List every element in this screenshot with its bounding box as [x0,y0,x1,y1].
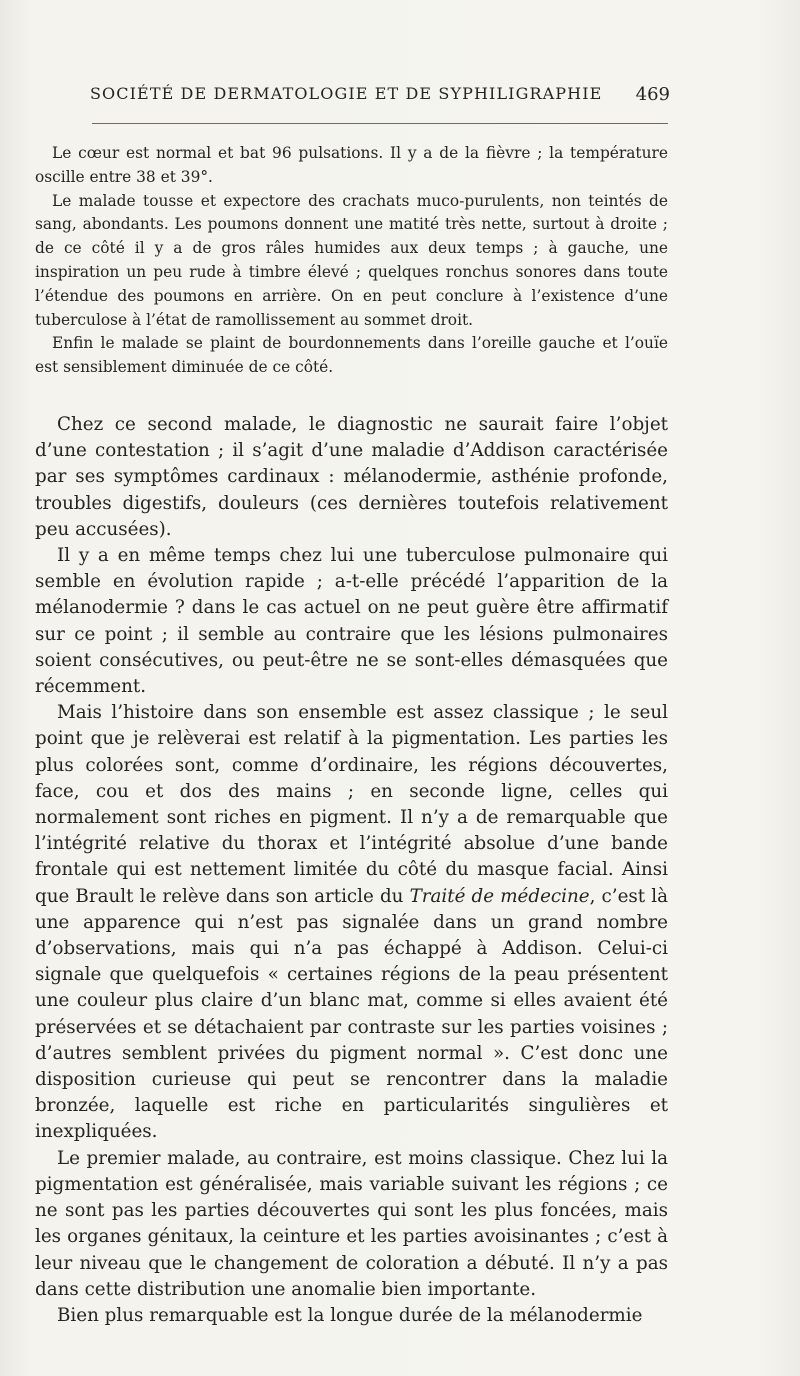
discussion-paragraph-5: Bien plus remarquable est la longue durée de la mélanodermie [57,1304,643,1326]
page-number: 469 [635,84,670,105]
observation-paragraph-3: Enfin le malade se plaint de bourdonnements dans l’oreille gauche et l’ouïe est sensiblement diminuée de ce côté. [35,334,668,377]
discussion-paragraph-3-end: , c’est là une apparence qui n’est pas signalée dans un grand nombre d’observations, mais qui n’a pas échappé à Addison. Celui-ci signale que quelquefois « certaines régions de la peau présentent une couleur plus claire d’un blanc mat, comme si elles avaient été préservées et se détachaient par contraste sur les parties voisines ; d’autres semblent privées du pigment normal ». C’est donc une disposition curieuse qui peut se rencontrer dans la maladie bronzée, laquelle est riche en particularités singulières et inexpliquées. [35,885,668,1143]
observation-paragraph-1: Le cœur est normal et bat 96 pulsations. Il y a de la fièvre ; la température oscille entre 38 et 39°. [35,144,668,186]
discussion-paragraph-3-start: Mais l’histoire dans son ensemble est assez classique ; le seul point que je relèverai est relatif à la pigmentation. Les parties les plus colorées sont, comme d’ordinaire, les régions découvertes, face, cou et dos des mains ; en seconde ligne, celles qui normalement sont riches en pigment. Il n’y a de remarquable que l’intégrité relative du thorax et l’intégrité absolue d’une bande frontale qui est nettement limitée du côté du masque facial. Ainsi que Brault le relève dans son article du [35,702,668,907]
book-title-italic: Traité de médecine [409,885,590,907]
discussion-paragraph-4: Le premier malade, au contraire, est moins classique. Chez lui la pigmentation est généralisée, mais variable suivant les régions ; ce ne sont pas les parties découvertes qui sont les plus foncées, mais les organes génitaux, la ceinture et les parties avoisinantes ; c’est à leur niveau que le changement de coloration a débuté. Il n’y a pas dans cette distribution une anomalie bien importante. [35,1147,668,1300]
running-title: SOCIÉTÉ DE DERMATOLOGIE ET DE SYPHILIGRAPHIE [90,84,603,103]
discussion-paragraph-3 [35,700,668,1145]
discussion-paragraph-2: Il y a en même temps chez lui une tuberculose pulmonaire qui semble en évolution rapide ; a-t-elle précédé l’apparition de la mélanodermie ? dans le cas actuel on ne peut guère être affirmatif sur ce point ; il semble au contraire que les lésions pulmonaires soient consécutives, ou peut-être ne se sont-elles démasquées que récemment. [35,545,668,698]
discussion-paragraph-1: Chez ce second malade, le diagnostic ne saurait faire l’objet d’une contestation ; il s’agit d’une maladie d’Addison caractérisée par ses symptômes cardinaux : mélanodermie, asthénie profonde, troubles digestifs, douleurs (ces dernières toutefois relativement peu accusées). [35,414,668,540]
header-rule [92,123,668,124]
discussion-text [35,412,668,1329]
page-header [90,84,670,112]
observation-text [35,142,668,380]
observation-paragraph-2: Le malade tousse et expectore des crachats muco-purulents, non teintés de sang, abondants. Les poumons donnent une matité très nette, surtout à droite ; de ce côté il y a de gros râles humides aux deux temps ; à gauche, une inspiration un peu rude à timbre élevé ; quelques ronchus sonores dans toute l’étendue des poumons en arrière. On en peut conclure à l’existence d’une tuberculose à l’état de ramollissement au sommet droit. [35,191,668,329]
